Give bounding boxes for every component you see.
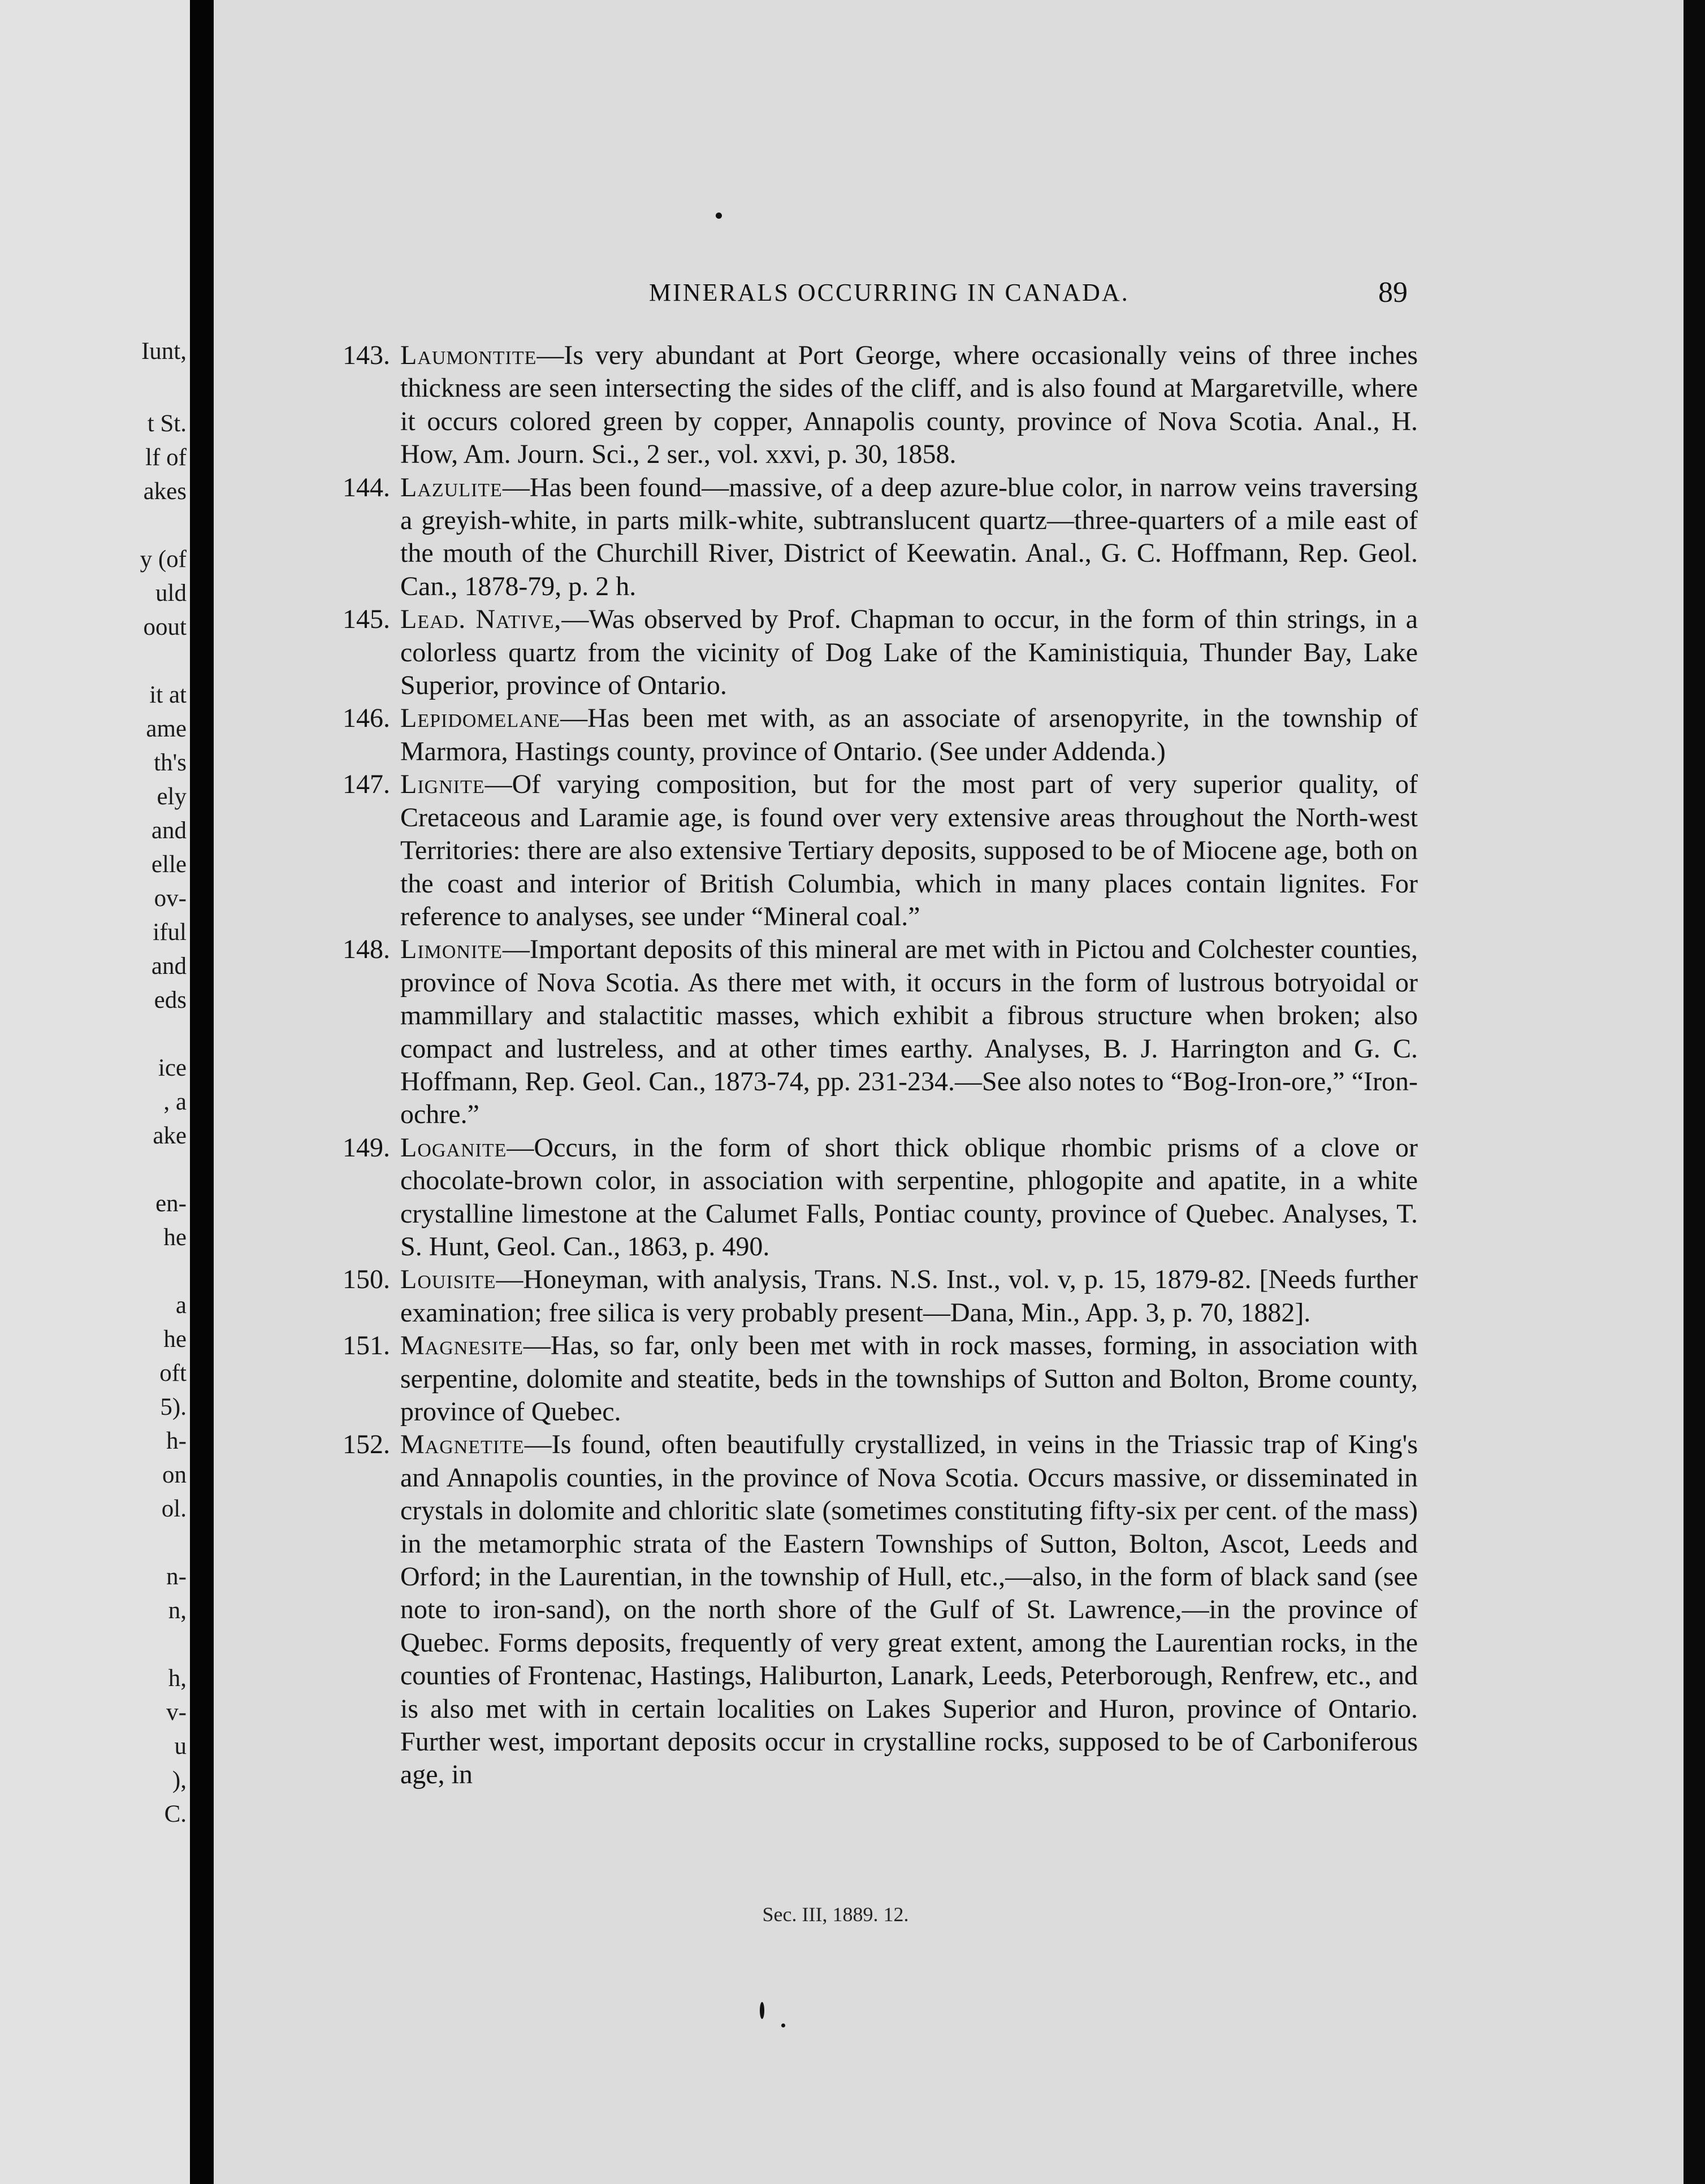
entry-number: 147. [343, 769, 390, 800]
entry-number: 151. [343, 1331, 390, 1361]
binding-gutter [190, 0, 214, 2184]
entry-number: 143. [343, 340, 390, 370]
mineral-entry [214, 1132, 1418, 1264]
facing-page-text-fragment: he [163, 1326, 187, 1353]
facing-page-text-fragment: lf of [145, 444, 187, 471]
entry-number: 145. [343, 604, 390, 635]
facing-page-text-fragment: elle [151, 851, 187, 878]
facing-page-text-fragment: and [151, 953, 187, 980]
mineral-entry [214, 1263, 1418, 1329]
mineral-entries [214, 339, 1684, 1792]
facing-page-fragment [0, 0, 190, 2184]
entry-number: 148. [343, 934, 390, 965]
facing-page-text-fragment: oout [143, 614, 187, 640]
mineral-entry [214, 933, 1418, 1131]
facing-page-text-fragment: en- [155, 1190, 187, 1217]
entry-number: 146. [343, 703, 390, 734]
mineral-name: Limonite [400, 934, 503, 965]
facing-page-text-fragment: n, [168, 1597, 187, 1624]
ink-dot [716, 213, 722, 219]
entry-text: —Of varying composition, but for the most part of very superior quality, of Cretaceous and Laramie age, is found over very extensive areas throughout the North-west Territories: there are also extensive Tertiary deposits, supposed to be of Miocene age, both on the coast and interior of British Columbia, which in many places contain lignites. For reference to analyses, see under “Mineral coal.” [400, 769, 1418, 931]
facing-page-text-fragment: it at [149, 682, 187, 708]
facing-page-text-fragment: ice [158, 1055, 187, 1081]
facing-page-text-fragment: ), [172, 1767, 187, 1793]
mineral-name: Lead. Native, [400, 604, 562, 635]
entry-text: —Was observed by Prof. Chapman to occur, in the form of thin strings, in a colorless quartz from the vicinity of Dog Lake of the Kaministiquia, Thunder Bay, Lake Superior, province of Ontario. [400, 604, 1418, 701]
page-edge [1684, 0, 1705, 2184]
facing-page-text-fragment: 5). [160, 1394, 187, 1420]
mineral-entry [214, 1428, 1418, 1791]
signature-mark: Sec. III, 1889. 12. [762, 1903, 909, 1926]
facing-page-text-fragment: n- [166, 1563, 187, 1590]
mineral-name: Lepidomelane [400, 703, 561, 734]
entry-text: —Honeyman, with analysis, Trans. N.S. Inst., vol. v, p. 15, 1879-82. [Needs further examination; free silica is very probably present—Dana, Min., App. 3, p. 70, 1882]. [400, 1264, 1418, 1328]
page-footer [214, 1903, 1684, 1926]
document-page [214, 0, 1684, 2184]
entry-number: 149. [343, 1132, 390, 1163]
mineral-entry [214, 603, 1418, 702]
facing-page-text-fragment: y (of [140, 546, 187, 573]
facing-page-text-fragment: C. [164, 1801, 187, 1827]
facing-page-text-fragment: v- [166, 1699, 187, 1726]
facing-page-text-fragment: u [174, 1733, 187, 1760]
facing-page-text-fragment: th's [154, 749, 187, 776]
facing-page-text-fragment: t St. [147, 410, 187, 437]
running-header [214, 278, 1684, 312]
facing-page-text-fragment: ely [157, 783, 187, 810]
facing-page-text-fragment: iful [153, 919, 187, 946]
facing-page-text-fragment: akes [143, 478, 187, 505]
facing-page-text-fragment: , a [163, 1089, 187, 1115]
entry-number: 144. [343, 472, 390, 502]
mineral-entry [214, 471, 1418, 604]
facing-page-text-fragment: ol. [161, 1496, 187, 1522]
facing-page-text-fragment: Iunt, [141, 338, 187, 365]
mineral-name: Lazulite [400, 472, 503, 502]
running-title: MINERALS OCCURRING IN CANADA. [649, 279, 1130, 306]
facing-page-text-fragment: h- [166, 1428, 187, 1454]
facing-page-text-fragment: he [163, 1224, 187, 1251]
entry-text: —Important deposits of this mineral are met with in Pictou and Colchester counties, province of Nova Scotia. As there met with, it occurs in the form of lustrous botryoidal or mammillary and stalactitic masses, which exhibit a fibrous structure when broken; also compact and lustreless, and at other times earthy. Analyses, B. J. Harrington and G. C. Hoffmann, Rep. Geol. Can., 1873-74, pp. 231-234.—See also notes to “Bog-Iron-ore,” “Iron-ochre.” [400, 934, 1418, 1130]
ink-speck [781, 2023, 785, 2027]
facing-page-text-fragment: and [151, 817, 187, 844]
mineral-name: Magnesite [400, 1331, 523, 1361]
facing-page-text-fragment: oft [159, 1360, 187, 1386]
entry-text: —Is very abundant at Port George, where occasionally veins of three inches thickness are seen intersecting the sides of the cliff, and is also found at Margaretville, where it occurs colored green by copper, Annapolis county, province of Nova Scotia. Anal., H. How, Am. Journ. Sci., 2 ser., vol. xxvi, p. 30, 1858. [400, 340, 1418, 470]
facing-page-text-fragment: on [162, 1462, 187, 1488]
facing-page-text-fragment: h, [168, 1665, 187, 1692]
mineral-entry [214, 1329, 1418, 1428]
ink-speck [760, 2002, 764, 2019]
facing-page-text-fragment: a [175, 1292, 187, 1319]
facing-page-text-fragment: ake [153, 1123, 187, 1149]
entry-number: 152. [343, 1429, 390, 1460]
mineral-name: Lignite [400, 769, 485, 800]
facing-page-text-fragment: uld [155, 580, 187, 606]
entry-text: —Occurs, in the form of short thick oblique rhombic prisms of a clove or chocolate-brown color, in association with serpentine, phlogopite and apatite, in a white crystalline limestone at the Calumet Falls, Pontiac county, province of Quebec. Analyses, T. S. Hunt, Geol. Can., 1863, p. 490. [400, 1132, 1418, 1262]
entry-text: —Has, so far, only been met with in rock masses, forming, in association with serpentine, dolomite and steatite, beds in the townships of Sutton and Bolton, Brome county, province of Quebec. [400, 1331, 1418, 1427]
mineral-entry [214, 702, 1418, 768]
facing-page-text-fragment: ame [146, 716, 187, 742]
entry-text: —Has been met with, as an associate of arsenopyrite, in the township of Marmora, Hastings county, province of Ontario. (See under Addenda.) [400, 703, 1418, 766]
entry-number: 150. [343, 1264, 390, 1295]
mineral-name: Laumontite [400, 340, 537, 370]
facing-page-text-fragment: eds [154, 987, 187, 1013]
facing-page-text-fragment: ov- [154, 885, 187, 912]
page-number: 89 [1378, 276, 1408, 309]
entry-text: —Is found, often beautifully crystallized, in veins in the Triassic trap of King's and Annapolis counties, in the province of Nova Scotia. Occurs massive, or disseminated in crystals in dolomite and chloritic slate (sometimes constituting fifty-six per cent. of the mass) in the metamorphic strata of the Eastern Townships of Sutton, Bolton, Ascot, Leeds and Orford; in the Laurentian, in the township of Hull, etc.,—also, in the form of black sand (see note to iron-sand), on the north shore of the Gulf of St. Lawrence,—in the province of Quebec. Forms deposits, frequently of very great extent, among the Laurentian rocks, in the counties of Frontenac, Hastings, Haliburton, Lanark, Leeds, Peterborough, Renfrew, etc., and is also met with in certain localities on Lakes Superior and Huron, province of Ontario. Further west, important deposits occur in crystalline rocks, supposed to be of Carboniferous age, in [400, 1429, 1418, 1790]
mineral-name: Louisite [400, 1264, 496, 1295]
mineral-name: Magnetite [400, 1429, 525, 1460]
entry-text: —Has been found—massive, of a deep azure-blue color, in narrow veins traversing a greyish-white, in parts milk-white, subtranslucent quartz—three-quarters of a mile east of the mouth of the Churchill River, District of Keewatin. Anal., G. C. Hoffmann, Rep. Geol. Can., 1878-79, p. 2 h. [400, 472, 1418, 601]
mineral-entry [214, 768, 1418, 933]
mineral-entry [214, 339, 1418, 471]
mineral-name: Loganite [400, 1132, 507, 1163]
